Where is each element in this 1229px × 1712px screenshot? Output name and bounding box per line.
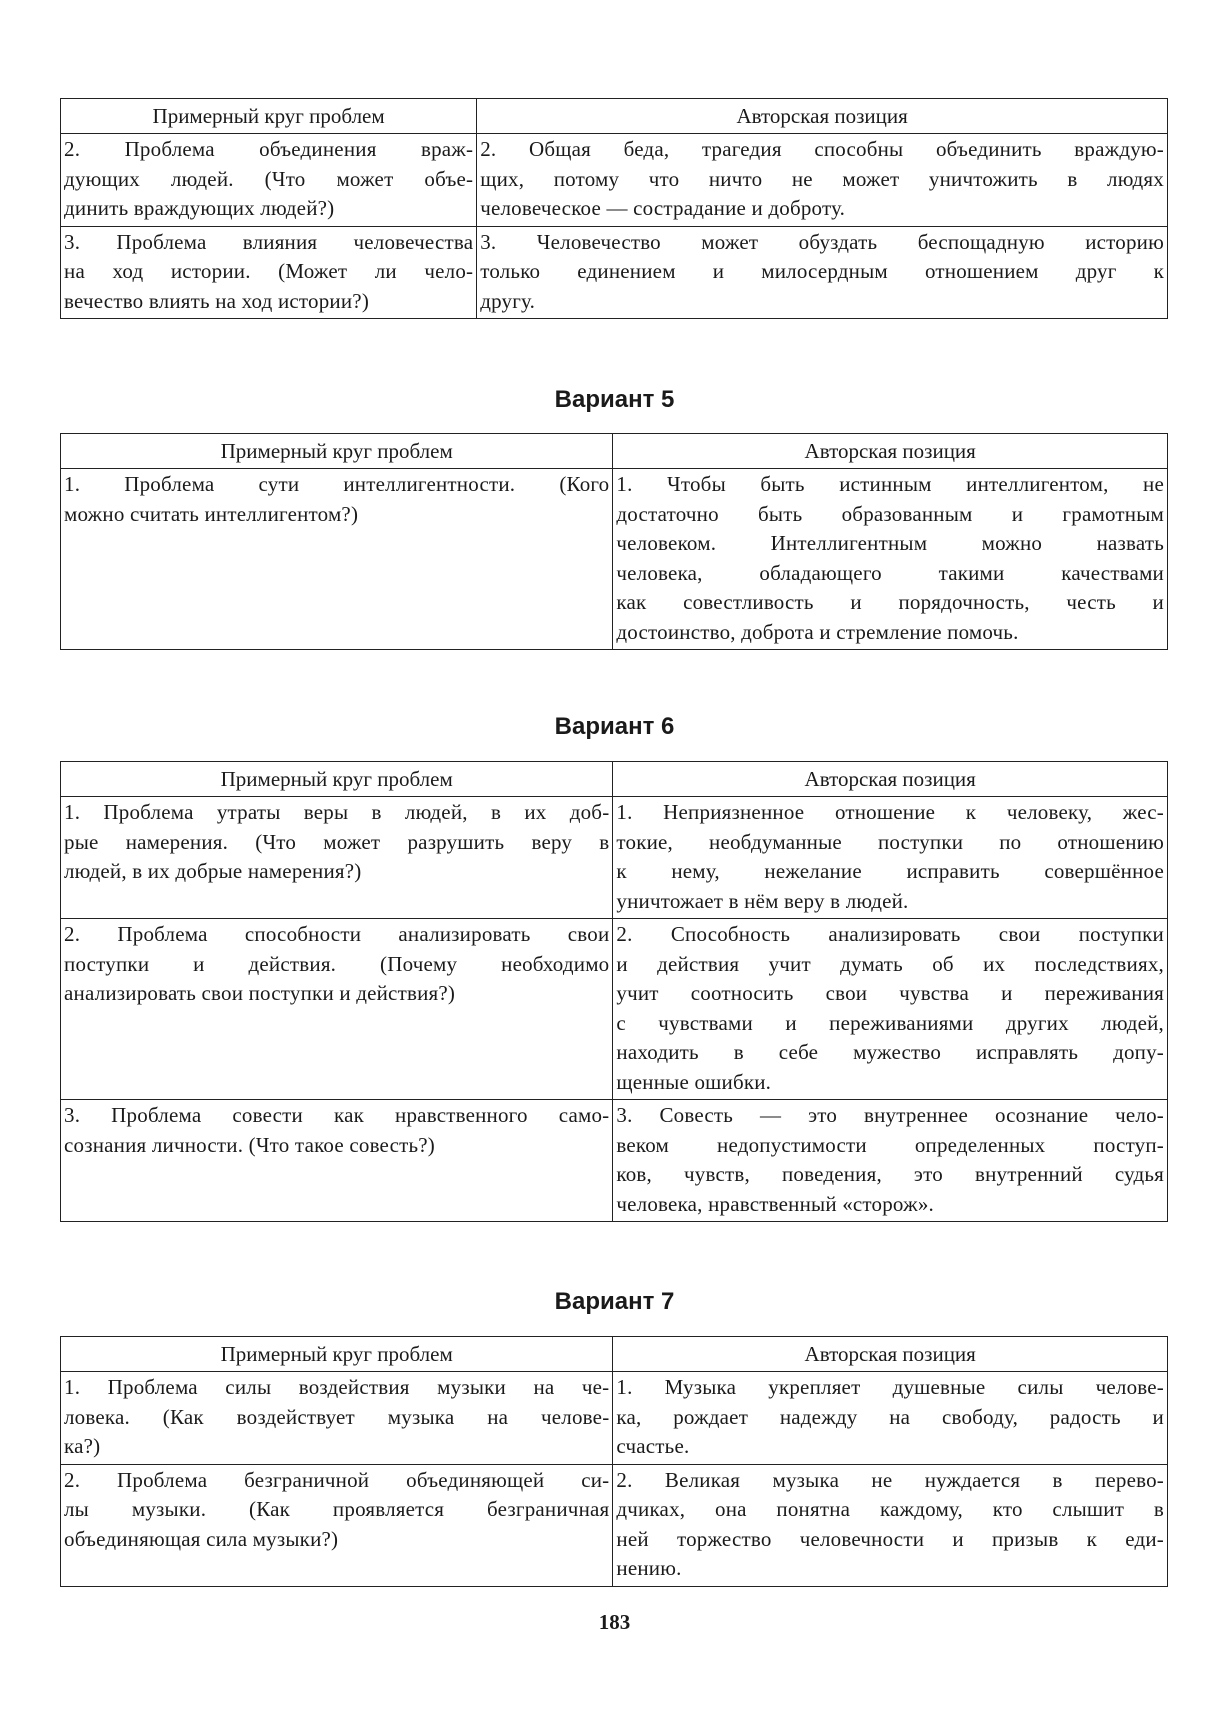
author-position-cell	[613, 469, 1168, 650]
table-row	[61, 797, 1168, 919]
text-line: 3. Человечество может обуздать беспощадную историю	[480, 229, 1164, 254]
text-line: достоинство, доброта и стремление помочь.	[616, 619, 1019, 644]
text-line: 1. Чтобы быть истинным интеллигентом, не	[616, 472, 1164, 496]
variant-heading: Вариант 5	[554, 386, 675, 413]
problem-cell	[61, 1464, 613, 1586]
text-line: как совестливость и порядочность, честь и	[616, 590, 1164, 614]
text-line: нению.	[616, 1556, 682, 1580]
text-line: другу.	[480, 288, 536, 313]
table-row	[61, 1372, 1168, 1465]
problem-cell	[61, 1100, 613, 1222]
table-row	[61, 1100, 1168, 1222]
text-line: и действия учит думать об их последствиях,	[616, 951, 1164, 976]
text-line: ка, рождает надежду на свободу, радость и	[616, 1404, 1164, 1429]
text-line: щих, потому что ничто не может уничтожить в людях	[480, 166, 1164, 191]
text-line: анализировать свои поступки и действия?)	[64, 981, 456, 1005]
text-line: людей, в их добрые намерения?)	[64, 859, 362, 883]
author-position-cell	[477, 226, 1168, 319]
text-line: 1. Проблема силы воздействия музыки на че-	[64, 1375, 610, 1399]
table-row	[61, 469, 1168, 650]
column-header-problems: Примерный круг проблем	[61, 434, 613, 469]
text-line: счастье.	[616, 1434, 690, 1458]
text-line: 2. Способность анализировать свои поступки	[616, 922, 1164, 946]
table-header-row	[61, 762, 1168, 797]
table-row	[61, 226, 1168, 319]
author-position-cell	[613, 1372, 1168, 1465]
table-row	[61, 919, 1168, 1100]
text-line: 2. Проблема объединения враж-	[64, 137, 474, 161]
text-line: токие, необдуманные поступки по отношению	[616, 829, 1164, 854]
table-header-row	[61, 99, 1168, 134]
text-line: человека, нравственный «сторож».	[616, 1191, 934, 1216]
text-line: рые намерения. (Что может разрушить веру в	[64, 829, 610, 854]
text-line: сознания личности. (Что такое совесть?)	[64, 1132, 435, 1157]
column-header-author-position: Авторская позиция	[613, 1337, 1168, 1372]
text-line: ней торжество человечности и призыв к еди-	[616, 1526, 1164, 1551]
text-line: ловека. (Как воздействует музыка на челове-	[64, 1404, 610, 1429]
table-header-row	[61, 434, 1168, 469]
problem-cell	[61, 469, 613, 650]
text-line: вечество влиять на ход истории?)	[64, 288, 370, 313]
text-line: на ход истории. (Может ли чело-	[64, 259, 474, 283]
text-line: можно считать интеллигентом?)	[64, 501, 359, 526]
text-line: уничтожает в нём веру в людей.	[616, 888, 909, 913]
text-line: поступки и действия. (Почему необходимо	[64, 951, 610, 976]
text-line: веком недопустимости определенных поступ-	[616, 1132, 1164, 1157]
column-header-author-position: Авторская позиция	[477, 99, 1168, 134]
column-header-problems: Примерный круг проблем	[61, 762, 613, 797]
problems-table	[60, 761, 1168, 1222]
text-line: находить в себе мужество исправлять допу-	[616, 1040, 1164, 1064]
variant-heading: Вариант 7	[554, 1288, 675, 1315]
text-line: 3. Проблема влияния человечества	[64, 229, 474, 254]
column-header-author-position: Авторская позиция	[613, 762, 1168, 797]
text-line: 3. Совесть — это внутреннее осознание чело-	[616, 1103, 1164, 1127]
text-line: 3. Проблема совести как нравственного само-	[64, 1103, 610, 1127]
page-number: 183	[598, 1610, 631, 1634]
text-line: лы музыки. (Как проявляется безграничная	[64, 1497, 610, 1521]
author-position-cell	[613, 797, 1168, 919]
text-line: динить враждующих людей?)	[64, 196, 335, 220]
text-line: щенные ошибки.	[616, 1069, 772, 1094]
text-line: дующих людей. (Что может объе-	[64, 166, 474, 191]
text-line: 1. Неприязненное отношение к человеку, жес-	[616, 800, 1164, 824]
problem-cell	[61, 919, 613, 1100]
table-header-row	[61, 1337, 1168, 1372]
text-line: ка?)	[64, 1434, 101, 1458]
column-header-author-position: Авторская позиция	[613, 434, 1168, 469]
column-header-problems: Примерный круг проблем	[61, 1337, 613, 1372]
text-line: 1. Проблема сути интеллигентности. (Кого	[64, 472, 610, 496]
text-line: 1. Проблема утраты веры в людей, в их доб-	[64, 800, 610, 824]
author-position-cell	[613, 1100, 1168, 1222]
problem-cell	[61, 134, 477, 227]
text-line: объединяющая сила музыки?)	[64, 1526, 339, 1551]
text-line: только единением и милосердным отношением друг к	[480, 259, 1164, 283]
problem-cell	[61, 1372, 613, 1465]
text-line: учит соотносить свои чувства и переживания	[616, 981, 1164, 1005]
variant-heading: Вариант 6	[554, 713, 675, 740]
table-row	[61, 1464, 1168, 1586]
table-row	[61, 134, 1168, 227]
problems-table	[60, 98, 1168, 319]
text-line: 2. Проблема способности анализировать свои	[64, 922, 610, 946]
problems-table	[60, 1336, 1168, 1587]
author-position-cell	[477, 134, 1168, 227]
text-line: достаточно быть образованным и грамотным	[616, 501, 1164, 526]
author-position-cell	[613, 1464, 1168, 1586]
problem-cell	[61, 797, 613, 919]
text-line: с чувствами и переживаниями других людей,	[616, 1010, 1164, 1035]
text-line: человеком. Интеллигентным можно назвать	[616, 531, 1164, 555]
text-line: 2. Проблема безграничной объединяющей си-	[64, 1467, 610, 1492]
author-position-cell	[613, 919, 1168, 1100]
text-line: к нему, нежелание исправить совершённое	[616, 859, 1164, 883]
text-line: 2. Великая музыка не нуждается в перево-	[616, 1467, 1164, 1492]
text-line: человека, обладающего такими качествами	[616, 560, 1164, 585]
column-header-problems: Примерный круг проблем	[61, 99, 477, 134]
text-line: человеческое — сострадание и доброту.	[480, 196, 846, 220]
text-line: 1. Музыка укрепляет душевные силы челове-	[616, 1375, 1164, 1399]
text-line: дчиках, она понятна каждому, кто слышит в	[616, 1497, 1164, 1521]
text-line: 2. Общая беда, трагедия способны объединить враждую-	[480, 137, 1164, 161]
problem-cell	[61, 226, 477, 319]
problems-table	[60, 433, 1168, 650]
text-line: ков, чувств, поведения, это внутренний судья	[616, 1162, 1164, 1186]
